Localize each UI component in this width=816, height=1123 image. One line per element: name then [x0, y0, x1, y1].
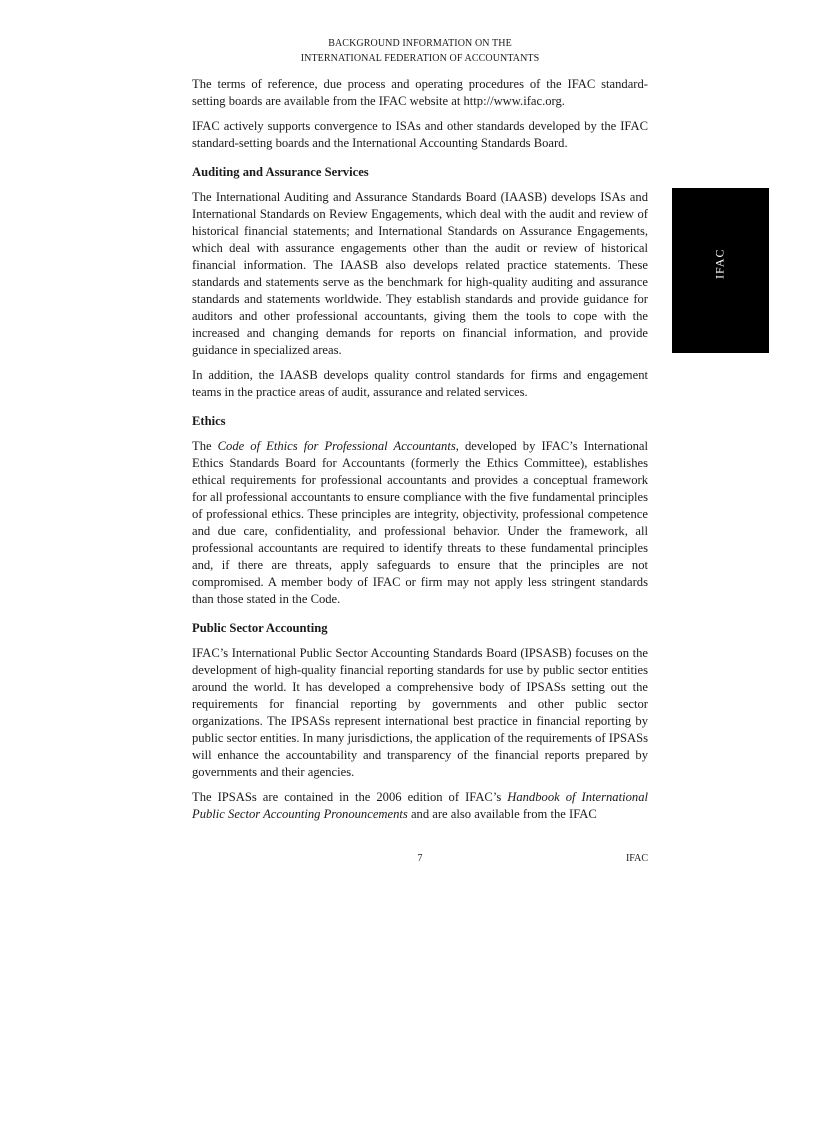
public-sector-text-pre: The IPSASs are contained in the 2006 edition of IFAC’s	[192, 790, 508, 804]
intro-paragraph-2: IFAC actively supports convergence to ISAs and other standards developed by the IFAC standard-setting boards and the International Accounting Standards Board.	[192, 119, 648, 150]
code-of-ethics-title: Code of Ethics for Professional Accountants	[217, 439, 456, 453]
page-body	[192, 76, 648, 831]
ethics-text-pre: The	[192, 439, 218, 453]
public-sector-paragraph-2	[192, 789, 648, 823]
ethics-heading: Ethics	[192, 414, 226, 428]
handbook-title: Handbook of International Public Sector Accounting Pronouncements	[192, 790, 648, 821]
running-header-line-2: INTERNATIONAL FEDERATION OF ACCOUNTANTS	[300, 53, 540, 64]
running-header-line-1: BACKGROUND INFORMATION ON THE	[328, 38, 512, 49]
ethics-text-post: , developed by IFAC’s International Ethics Standards Board for Accountants (formerly the Ethics Committee), establishes ethical requirements for professional accountants and provides a conceptual framework for all professional accountants to ensure compliance with the five fundamental principles of professional ethics. These principles are integrity, objectivity, professional competence and due care, confidentiality, and professional behavior. Under the framework, all professional accountants are required to identify threats to these fundamental principles and, if there are threats, apply safeguards to ensure that the principles are not compromised. A member body of IFAC or firm may not apply less stringent standards than those stated in the Code.	[192, 439, 649, 606]
side-tab-label: IFAC	[712, 248, 727, 280]
auditing-heading: Auditing and Assurance Services	[192, 165, 369, 179]
ethics-paragraph	[192, 438, 648, 608]
public-sector-text-post: and are also available from the IFAC	[407, 807, 597, 821]
auditing-paragraph-1: The International Auditing and Assurance Standards Board (IAASB) develops ISAs and International Standards on Review Engagements, which deal with the audit and review of historical financial statements; and International Standards on Assurance Engagements, which deal with assurance engagements other than the audit or review of historical financial information. The IAASB also develops related practice statements. These standards and statements serve as the benchmark for high-quality auditing and assurance standards and statements worldwide. They establish standards and provide guidance for auditors and other professional accountants, giving them the tools to cope with the increased and changing demands for reports on financial information, and provide guidance in specialized areas.	[192, 190, 648, 357]
intro-paragraph-1: The terms of reference, due process and operating procedures of the IFAC standard-setting boards are available from the IFAC website at http://www.ifac.org.	[192, 77, 648, 108]
page-number: 7	[417, 853, 423, 864]
public-sector-heading: Public Sector Accounting	[192, 621, 328, 635]
public-sector-paragraph-1: IFAC’s International Public Sector Accounting Standards Board (IPSASB) focuses on the development of high-quality financial reporting standards for use by public sector entities around the world. It has developed a comprehensive body of IPSASs setting out the requirements for financial reporting by governments and other public sector organizations. The IPSASs represent international best practice in financial reporting by public sector entities. In many jurisdictions, the application of the requirements of IPSASs will enhance the accountability and transparency of the financial reports prepared by governments and their agencies.	[192, 646, 648, 779]
running-header	[192, 36, 648, 66]
footer-org-label: IFAC	[625, 853, 648, 864]
auditing-paragraph-2: In addition, the IAASB develops quality control standards for firms and engagement teams in the practice areas of audit, assurance and related services.	[192, 368, 648, 399]
section-side-tab	[672, 188, 769, 353]
